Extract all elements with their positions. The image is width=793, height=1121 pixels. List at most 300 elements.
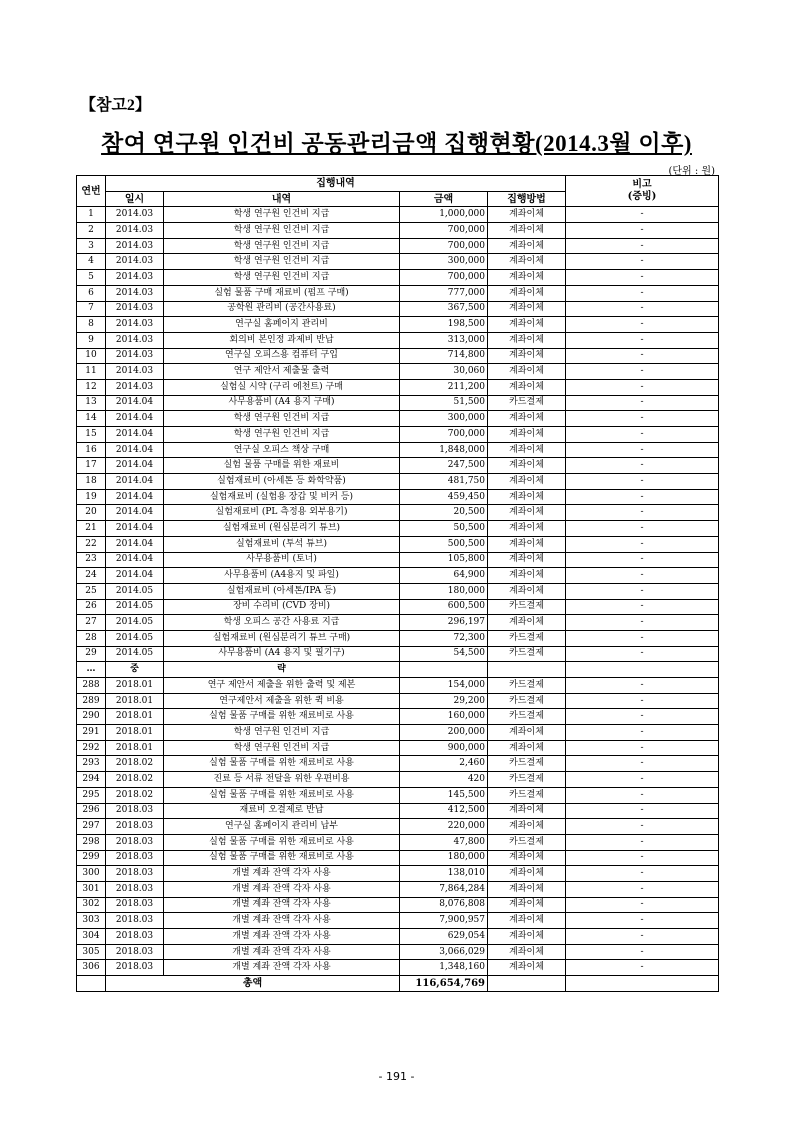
table-row	[77, 238, 719, 254]
reference-label: 【참고2】	[80, 97, 151, 114]
row-date: 2014.04	[106, 552, 164, 568]
table-row	[77, 332, 719, 348]
row-method: 계좌이체	[488, 379, 566, 395]
row-method: 계좌이체	[488, 442, 566, 458]
row-desc: 연구 제안서 제출물 출력	[164, 364, 400, 380]
row-note: -	[566, 442, 719, 458]
row-note: -	[566, 568, 719, 584]
row-no: 305	[77, 944, 106, 960]
row-date: 2014.05	[106, 599, 164, 615]
row-no: 4	[77, 254, 106, 270]
row-note: -	[566, 756, 719, 772]
row-amount: 3,066,029	[400, 944, 488, 960]
row-method: 카드결제	[488, 772, 566, 788]
row-desc: 실험 물품 구매를 위한 재료비로 사용	[164, 756, 400, 772]
row-amount: 700,000	[400, 238, 488, 254]
row-no: 296	[77, 803, 106, 819]
table-row	[77, 301, 719, 317]
row-desc: 실험 물품 구매를 위한 재료비	[164, 458, 400, 474]
table-row	[77, 458, 719, 474]
row-amount: 500,500	[400, 536, 488, 552]
row-date: 2018.02	[106, 772, 164, 788]
row-note: -	[566, 301, 719, 317]
row-amount: 777,000	[400, 285, 488, 301]
row-desc: 실험 물품 구매를 위한 재료비로 사용	[164, 709, 400, 725]
total-amount: 116,654,769	[400, 976, 488, 992]
row-desc: 회의비 본인정 과제비 반납	[164, 332, 400, 348]
row-amount: 30,060	[400, 364, 488, 380]
row-note: -	[566, 332, 719, 348]
row-no: 28	[77, 630, 106, 646]
row-note: -	[566, 521, 719, 537]
row-method: 계좌이체	[488, 819, 566, 835]
table-row	[77, 725, 719, 741]
row-desc: 학생 연구원 인건비 지급	[164, 223, 400, 239]
row-amount: 8,076,808	[400, 897, 488, 913]
table-row	[77, 254, 719, 270]
table-row	[77, 207, 719, 223]
row-no: 22	[77, 536, 106, 552]
row-method: 카드결제	[488, 678, 566, 694]
table-row	[77, 379, 719, 395]
row-no: 14	[77, 411, 106, 427]
row-date: 2014.05	[106, 646, 164, 662]
row-desc: 학생 연구원 인건비 지급	[164, 740, 400, 756]
row-desc: 실험 물품 구매를 위한 재료비로 사용	[164, 787, 400, 803]
row-amount: 900,000	[400, 740, 488, 756]
ellipsis-date: 중	[106, 662, 164, 678]
row-note: -	[566, 866, 719, 882]
row-note: -	[566, 238, 719, 254]
row-amount: 459,450	[400, 489, 488, 505]
header-desc: 내역	[164, 191, 400, 207]
row-desc: 사무용품비 (토너)	[164, 552, 400, 568]
row-note: -	[566, 787, 719, 803]
row-amount: 1,348,160	[400, 960, 488, 976]
row-note: -	[566, 725, 719, 741]
row-desc: 학생 오피스 공간 사용료 지급	[164, 615, 400, 631]
row-method: 카드결제	[488, 395, 566, 411]
row-method: 계좌이체	[488, 568, 566, 584]
row-method: 계좌이체	[488, 866, 566, 882]
row-date: 2018.01	[106, 740, 164, 756]
row-amount: 1,000,000	[400, 207, 488, 223]
row-date: 2018.02	[106, 787, 164, 803]
row-amount: 198,500	[400, 317, 488, 333]
row-desc: 학생 연구원 인건비 지급	[164, 270, 400, 286]
row-note: -	[566, 270, 719, 286]
row-note: -	[566, 944, 719, 960]
row-no: 21	[77, 521, 106, 537]
row-date: 2018.01	[106, 709, 164, 725]
row-amount: 700,000	[400, 223, 488, 239]
header-method: 집행방법	[488, 191, 566, 207]
row-no: 25	[77, 583, 106, 599]
row-method: 계좌이체	[488, 505, 566, 521]
row-desc: 학생 연구원 인건비 지급	[164, 238, 400, 254]
row-desc: 학생 연구원 인건비 지급	[164, 254, 400, 270]
row-amount: 300,000	[400, 254, 488, 270]
row-note: -	[566, 474, 719, 490]
row-note: -	[566, 411, 719, 427]
row-method: 카드결제	[488, 630, 566, 646]
row-note: -	[566, 552, 719, 568]
row-note: -	[566, 348, 719, 364]
row-note: -	[566, 740, 719, 756]
row-amount: 180,000	[400, 850, 488, 866]
row-amount: 412,500	[400, 803, 488, 819]
row-amount: 700,000	[400, 427, 488, 443]
row-amount: 1,848,000	[400, 442, 488, 458]
row-note: -	[566, 929, 719, 945]
row-desc: 사무용품비 (A4 용지 구매)	[164, 395, 400, 411]
row-no: 304	[77, 929, 106, 945]
table-row	[77, 834, 719, 850]
table-row	[77, 317, 719, 333]
row-method: 카드결제	[488, 756, 566, 772]
row-method: 카드결제	[488, 834, 566, 850]
table-row	[77, 285, 719, 301]
table-body-ellipsis	[77, 662, 719, 678]
row-desc: 연구제안서 제출을 위한 퀵 비용	[164, 693, 400, 709]
row-date: 2018.03	[106, 944, 164, 960]
table-row	[77, 521, 719, 537]
row-no: 12	[77, 379, 106, 395]
row-date: 2014.04	[106, 536, 164, 552]
row-note: -	[566, 254, 719, 270]
table-row	[77, 411, 719, 427]
row-date: 2014.04	[106, 442, 164, 458]
row-method: 계좌이체	[488, 317, 566, 333]
table-row	[77, 615, 719, 631]
table-row	[77, 960, 719, 976]
row-no: 289	[77, 693, 106, 709]
row-note: -	[566, 913, 719, 929]
row-desc: 실험재료비 (원심분리기 튜브)	[164, 521, 400, 537]
row-date: 2018.01	[106, 693, 164, 709]
row-date: 2014.04	[106, 411, 164, 427]
row-note: -	[566, 427, 719, 443]
row-date: 2014.04	[106, 427, 164, 443]
row-desc: 실험실 시약 (구리 에천트) 구매	[164, 379, 400, 395]
unit-label: (단위 : 원)	[668, 166, 715, 177]
table-row	[77, 866, 719, 882]
row-no: 299	[77, 850, 106, 866]
row-no: 306	[77, 960, 106, 976]
row-no: 301	[77, 881, 106, 897]
row-no: 19	[77, 489, 106, 505]
row-no: 27	[77, 615, 106, 631]
row-date: 2018.03	[106, 819, 164, 835]
row-note: -	[566, 317, 719, 333]
row-amount: 2,460	[400, 756, 488, 772]
row-method: 계좌이체	[488, 474, 566, 490]
row-no: 288	[77, 678, 106, 694]
row-note: -	[566, 285, 719, 301]
row-method: 계좌이체	[488, 285, 566, 301]
row-no: 294	[77, 772, 106, 788]
row-amount: 7,864,284	[400, 881, 488, 897]
row-note: -	[566, 536, 719, 552]
row-desc: 실험재료비 (원심분리기 튜브 구매)	[164, 630, 400, 646]
row-note: -	[566, 819, 719, 835]
table-row	[77, 364, 719, 380]
row-amount: 145,500	[400, 787, 488, 803]
header-no: 연번	[77, 176, 106, 207]
table-row	[77, 850, 719, 866]
table-row	[77, 489, 719, 505]
row-note: -	[566, 505, 719, 521]
table-row	[77, 630, 719, 646]
row-amount: 54,500	[400, 646, 488, 662]
row-desc: 실험 물품 구매를 위한 재료비로 사용	[164, 834, 400, 850]
row-desc: 실험 물품 구매 재료비 (펌프 구매)	[164, 285, 400, 301]
row-amount: 211,200	[400, 379, 488, 395]
row-method: 계좌이체	[488, 411, 566, 427]
row-date: 2014.04	[106, 489, 164, 505]
table-row	[77, 646, 719, 662]
row-date: 2014.03	[106, 223, 164, 239]
row-no: 8	[77, 317, 106, 333]
row-amount: 51,500	[400, 395, 488, 411]
row-date: 2014.03	[106, 379, 164, 395]
row-note: -	[566, 207, 719, 223]
row-method: 계좌이체	[488, 332, 566, 348]
row-date: 2014.04	[106, 505, 164, 521]
row-method: 계좌이체	[488, 301, 566, 317]
table-row	[77, 787, 719, 803]
row-amount: 50,500	[400, 521, 488, 537]
table-row	[77, 913, 719, 929]
row-date: 2018.03	[106, 960, 164, 976]
row-desc: 개별 계좌 잔액 각자 사용	[164, 960, 400, 976]
table-row	[77, 678, 719, 694]
row-date: 2014.04	[106, 458, 164, 474]
row-note: -	[566, 960, 719, 976]
row-method: 계좌이체	[488, 364, 566, 380]
row-no: 297	[77, 819, 106, 835]
row-date: 2018.03	[106, 866, 164, 882]
table-row	[77, 897, 719, 913]
row-method: 카드결제	[488, 787, 566, 803]
row-amount: 105,800	[400, 552, 488, 568]
row-desc: 학생 연구원 인건비 지급	[164, 411, 400, 427]
row-desc: 실험재료비 (PL 측정용 외부용기)	[164, 505, 400, 521]
row-method: 카드결제	[488, 599, 566, 615]
row-method: 계좌이체	[488, 489, 566, 505]
row-note: -	[566, 881, 719, 897]
row-note: -	[566, 693, 719, 709]
row-desc: 학생 연구원 인건비 지급	[164, 725, 400, 741]
row-amount: 296,197	[400, 615, 488, 631]
row-method: 계좌이체	[488, 536, 566, 552]
row-note: -	[566, 772, 719, 788]
row-method: 계좌이체	[488, 207, 566, 223]
row-desc: 학생 연구원 인건비 지급	[164, 207, 400, 223]
table-row	[77, 709, 719, 725]
header-group: 집행내역	[106, 176, 566, 192]
table-row	[77, 223, 719, 239]
row-desc: 연구 제안서 제출을 위한 출력 및 제본	[164, 678, 400, 694]
table-body-top	[77, 207, 719, 662]
table-row	[77, 583, 719, 599]
row-method: 카드결제	[488, 646, 566, 662]
row-date: 2014.03	[106, 317, 164, 333]
row-method: 계좌이체	[488, 552, 566, 568]
row-note: -	[566, 583, 719, 599]
table-row	[77, 395, 719, 411]
row-no: 13	[77, 395, 106, 411]
row-amount: 700,000	[400, 270, 488, 286]
row-note: -	[566, 615, 719, 631]
row-date: 2014.05	[106, 615, 164, 631]
row-desc: 개별 계좌 잔액 각자 사용	[164, 929, 400, 945]
row-method: 계좌이체	[488, 960, 566, 976]
row-desc: 실험 물품 구매를 위한 재료비로 사용	[164, 850, 400, 866]
row-note: -	[566, 678, 719, 694]
row-method: 계좌이체	[488, 238, 566, 254]
table-row	[77, 474, 719, 490]
row-no: 2	[77, 223, 106, 239]
row-note: -	[566, 646, 719, 662]
row-method: 계좌이체	[488, 913, 566, 929]
row-method: 계좌이체	[488, 944, 566, 960]
row-amount: 20,500	[400, 505, 488, 521]
row-amount: 7,900,957	[400, 913, 488, 929]
row-no: 303	[77, 913, 106, 929]
row-desc: 장비 수리비 (CVD 장비)	[164, 599, 400, 615]
row-date: 2014.05	[106, 630, 164, 646]
row-date: 2014.03	[106, 254, 164, 270]
row-no: 298	[77, 834, 106, 850]
row-no: 295	[77, 787, 106, 803]
total-row	[77, 976, 719, 992]
row-no: 20	[77, 505, 106, 521]
ellipsis-desc: 략	[164, 662, 400, 678]
row-no: 7	[77, 301, 106, 317]
row-no: 6	[77, 285, 106, 301]
row-amount: 600,500	[400, 599, 488, 615]
row-method: 계좌이체	[488, 427, 566, 443]
row-desc: 실험재료비 (아세톤 등 화학약품)	[164, 474, 400, 490]
row-date: 2014.03	[106, 238, 164, 254]
row-desc: 진료 등 서류 전달을 위한 우편비용	[164, 772, 400, 788]
row-method: 계좌이체	[488, 348, 566, 364]
table-row	[77, 348, 719, 364]
row-method: 계좌이체	[488, 725, 566, 741]
row-amount: 420	[400, 772, 488, 788]
row-amount: 180,000	[400, 583, 488, 599]
table-row	[77, 740, 719, 756]
table-row	[77, 427, 719, 443]
table-row	[77, 442, 719, 458]
row-note: -	[566, 379, 719, 395]
row-desc: 실험재료비 (투석 튜브)	[164, 536, 400, 552]
table-row	[77, 505, 719, 521]
table-row	[77, 944, 719, 960]
row-amount: 200,000	[400, 725, 488, 741]
row-no: 11	[77, 364, 106, 380]
row-date: 2018.03	[106, 929, 164, 945]
row-amount: 247,500	[400, 458, 488, 474]
row-note: -	[566, 364, 719, 380]
row-note: -	[566, 458, 719, 474]
row-no: 291	[77, 725, 106, 741]
row-date: 2018.03	[106, 850, 164, 866]
table-row	[77, 819, 719, 835]
document-title: 참여 연구원 인건비 공동관리금액 집행현황(2014.3월 이후)	[101, 131, 692, 156]
row-desc: 공학원 관리비 (공간사용료)	[164, 301, 400, 317]
row-method: 계좌이체	[488, 881, 566, 897]
row-date: 2018.01	[106, 678, 164, 694]
row-date: 2018.03	[106, 834, 164, 850]
row-no: 15	[77, 427, 106, 443]
row-no: 5	[77, 270, 106, 286]
row-method: 계좌이체	[488, 223, 566, 239]
row-no: 24	[77, 568, 106, 584]
row-amount: 714,800	[400, 348, 488, 364]
row-amount: 300,000	[400, 411, 488, 427]
row-no: 17	[77, 458, 106, 474]
row-note: -	[566, 489, 719, 505]
row-amount: 138,010	[400, 866, 488, 882]
row-no: 290	[77, 709, 106, 725]
row-date: 2014.03	[106, 301, 164, 317]
row-desc: 개별 계좌 잔액 각자 사용	[164, 944, 400, 960]
row-desc: 실험재료비 (아세톤/IPA 등)	[164, 583, 400, 599]
row-date: 2018.03	[106, 897, 164, 913]
row-desc: 사무용품비 (A4용지 및 파일)	[164, 568, 400, 584]
row-method: 계좌이체	[488, 897, 566, 913]
row-method: 카드결제	[488, 709, 566, 725]
header-date: 일시	[106, 191, 164, 207]
row-no: 1	[77, 207, 106, 223]
row-date: 2014.04	[106, 568, 164, 584]
row-amount: 29,200	[400, 693, 488, 709]
row-amount: 220,000	[400, 819, 488, 835]
row-no: 29	[77, 646, 106, 662]
row-method: 계좌이체	[488, 850, 566, 866]
row-amount: 629,054	[400, 929, 488, 945]
row-no: 18	[77, 474, 106, 490]
table-row	[77, 929, 719, 945]
row-date: 2014.03	[106, 348, 164, 364]
ellipsis-no: …	[77, 662, 106, 678]
row-no: 9	[77, 332, 106, 348]
row-date: 2018.03	[106, 803, 164, 819]
row-no: 23	[77, 552, 106, 568]
ellipsis-row	[77, 662, 719, 678]
row-desc: 연구실 오피스 책상 구매	[164, 442, 400, 458]
table-row	[77, 881, 719, 897]
row-date: 2018.03	[106, 881, 164, 897]
row-date: 2014.04	[106, 521, 164, 537]
row-no: 16	[77, 442, 106, 458]
expense-table	[76, 175, 719, 992]
page-number: - 191 -	[378, 1070, 415, 1083]
table-body-total	[77, 976, 719, 992]
table-row	[77, 536, 719, 552]
row-no: 302	[77, 897, 106, 913]
row-note: -	[566, 599, 719, 615]
row-amount: 367,500	[400, 301, 488, 317]
row-date: 2014.05	[106, 583, 164, 599]
row-date: 2014.03	[106, 332, 164, 348]
row-note: -	[566, 223, 719, 239]
row-no: 292	[77, 740, 106, 756]
row-amount: 160,000	[400, 709, 488, 725]
row-desc: 학생 연구원 인건비 지급	[164, 427, 400, 443]
